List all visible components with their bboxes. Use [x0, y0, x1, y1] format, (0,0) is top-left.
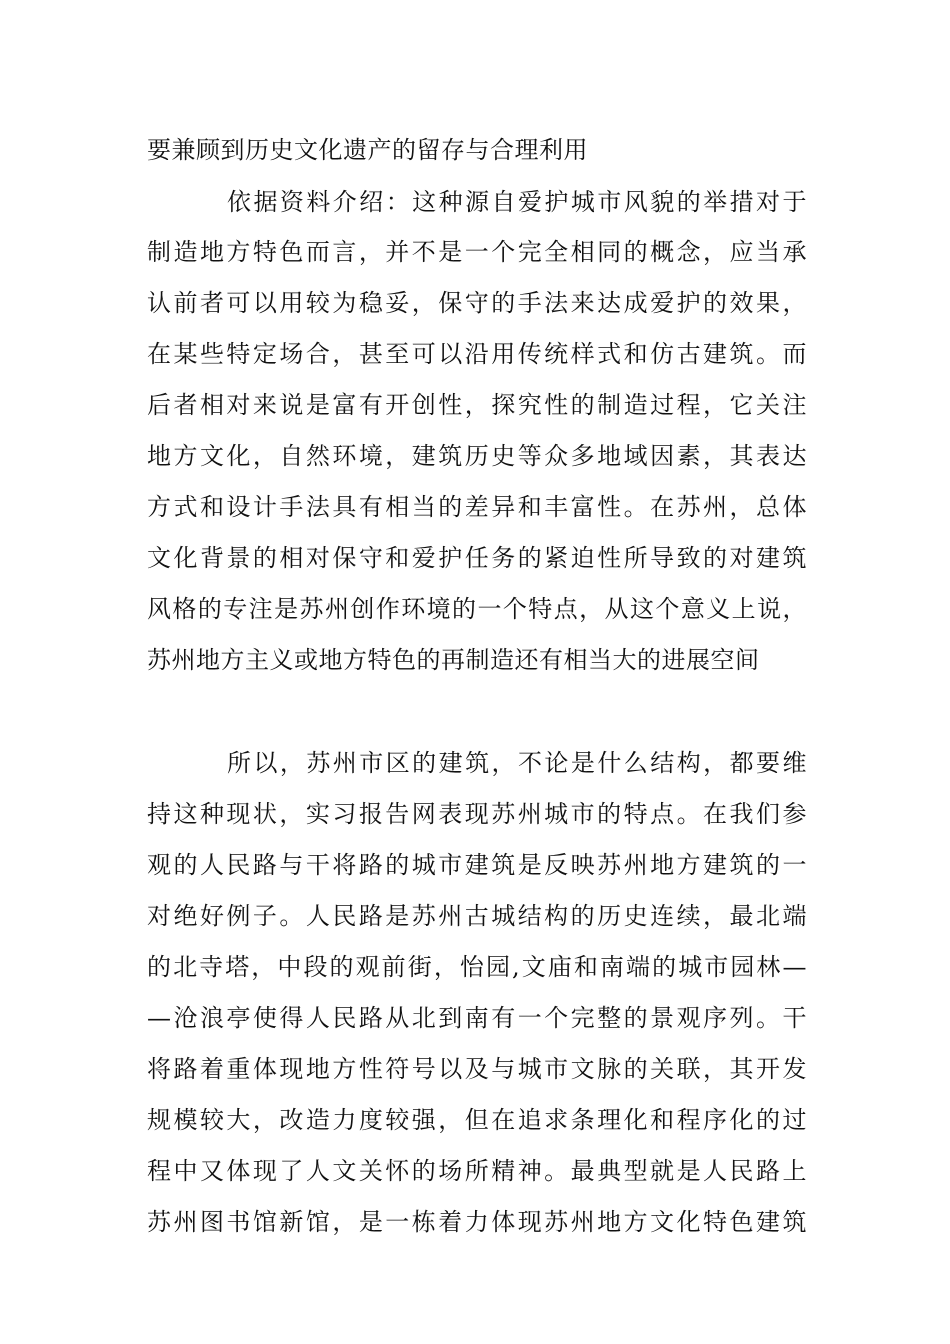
text-line: 在某些特定场合，甚至可以沿用传统样式和仿古建筑。而: [147, 340, 807, 368]
text-line: 文化背景的相对保守和爱护任务的紧迫性所导致的对建筑: [147, 544, 807, 572]
text-line: 观的人民路与干将路的城市建筑是反映苏州地方建筑的一: [147, 851, 807, 879]
text-line: 风格的专注是苏州创作环境的一个特点，从这个意义上说，: [147, 595, 807, 623]
text-line: 对绝好例子。人民路是苏州古城结构的历史连续，最北端: [147, 902, 807, 930]
text-line: 程中又体现了人文关怀的场所精神。最典型就是人民路上: [147, 1157, 807, 1185]
text-line: 要兼顾到历史文化遗产的留存与合理利用: [147, 136, 588, 164]
text-line: 将路着重体现地方性符号以及与城市文脉的关联，其开发: [147, 1055, 807, 1083]
paragraph-first-line: 依据资料介绍：这种源自爱护城市风貌的举措对于: [227, 188, 807, 216]
text-line: 方式和设计手法具有相当的差异和丰富性。在苏州，总体: [147, 493, 807, 521]
text-line: 制造地方特色而言，并不是一个完全相同的概念，应当承: [147, 238, 807, 266]
text-line: 后者相对来说是富有开创性，探究性的制造过程，它关注: [147, 391, 807, 419]
text-line: 持这种现状，实习报告网表现苏州城市的特点。在我们参: [147, 800, 807, 828]
text-line: 规模较大，改造力度较强，但在追求条理化和程序化的过: [147, 1106, 807, 1134]
text-line: 认前者可以用较为稳妥，保守的手法来达成爱护的效果，: [147, 289, 807, 317]
text-line: 苏州图书馆新馆，是一栋着力体现苏州地方文化特色建筑: [147, 1208, 807, 1236]
text-line: 地方文化，自然环境，建筑历史等众多地域因素，其表达: [147, 442, 807, 470]
text-line: 的北寺塔，中段的观前街，怡园,文庙和南端的城市园林—: [147, 953, 807, 981]
text-line: 苏州地方主义或地方特色的再制造还有相当大的进展空间: [147, 646, 760, 674]
paragraph-first-line: 所以，苏州市区的建筑，不论是什么结构，都要维: [227, 749, 807, 777]
text-line: —沧浪亭使得人民路从北到南有一个完整的景观序列。干: [147, 1004, 807, 1032]
